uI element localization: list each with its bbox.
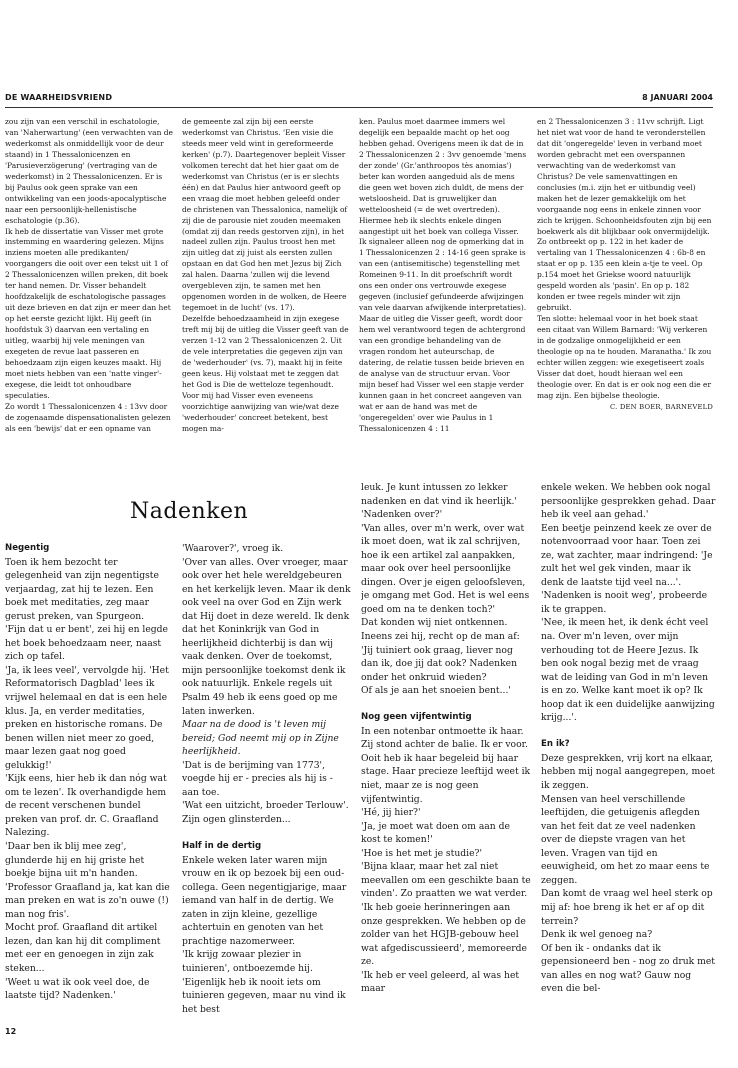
article-paragraph: In een notenbar ontmoette ik haar. Zij stond achter de balie. Ik er voor. — [361, 725, 528, 751]
section-spacer — [361, 698, 532, 712]
article-paragraph: 'Daar ben ik blij mee zeg', glunderde hij en hij griste het boekje bijna uit m'n handen. — [5, 841, 145, 880]
section-spacer — [182, 826, 352, 840]
review-paragraph: Ten slotte: helemaal voor in het boek staat een citaat van Willem Barnard: 'Wij verkeren in de godzalige onmogelijkheid er een theologie op na te houden. Maranatha.' Ik zou echter willen zeggen: wie exegetiseert zoals Visser dat doet, houdt hieraan wel een theologie over. En dat is er ook nog een die er mag zijn. Een bijbelse theologie. — [537, 314, 712, 400]
review-paragraph: en 2 Thessalonicenzen 3 : 11vv schrijft. Ligt het niet wat voor de hand te veronderstellen dat dit 'ongeregelde' leven in verband moet worden gebracht met een overspannen verwachting van de wederkomst van Christus? De vele samenvattingen en conclusies (m.i. zijn het er uitbundig veel) maken het de lezer gemakkelijk om het voorgaande nog eens in enkele zinnen voor zich te krijgen. Schoonheidsfouten zijn bij een boekwerk als dit blijkbaar ook onvermijdelijk. Zo ontbreekt op p. 122 in het kader de vertaling van 1 Thessalonicenzen 4 : 6b-8 en staat er op p. 135 een klein a-tje te veel. Op p.154 moet het Griekse woord natuurlijk gespeld worden als 'pasin'. En op p. 182 konden er twee regels minder wit zijn gebruikt. — [537, 117, 712, 313]
article-paragraph: 'Ja, je moet wat doen om aan de kost te komen!' — [361, 820, 510, 846]
article-paragraph: leuk. Je kunt intussen zo lekker nadenken en dat vind ik heerlijk.' — [361, 482, 517, 507]
article-headline: Nadenken — [130, 499, 249, 524]
article-paragraph: 'Van alles, over m'n werk, over wat ik moet doen, wat ik zal schrijven, hoe ik een artikel zal aanpakken, maar ook over heel persoonlijke dingen. Over je eigen geloofsleven, je omgang met God. Het is wel eens goed om na te denken toch?' — [361, 522, 530, 615]
header-divider — [5, 107, 713, 108]
section-heading: Half in de dertig — [182, 841, 262, 852]
page-number: 12 — [5, 1027, 17, 1036]
article-column-2 — [182, 542, 352, 1022]
section-spacer — [541, 725, 716, 739]
publication-name: DE WAARHEIDSVRIEND — [5, 93, 113, 102]
review-paragraph: de gemeente zal zijn bij een eerste wederkomst van Christus. 'Een visie die steeds meer veld wint in gereformeerde kerken' (p.7). Daartegenover bepleit Visser volkomen terecht dat het hier gaat om de wederkomst van Christus (er is er slechts één) en dat Paulus hier antwoord geeft op een vraag die moet hebben geleefd onder de christenen van Thessalonica, namelijk of zij die de parousie niet zouden meemaken (omdat zij dan reeds gestorven zijn), in het nadeel zullen zijn. Paulus troost hen met zijn uitleg dat zij juist als eersten zullen opstaan en dat God hen met Jezus bij Zich zal halen. Daarna 'zullen wij die levend overgebleven zijn, te samen met hen opgenomen worden in de wolken, de Heere tegemoet in de lucht' (vs. 17). — [182, 117, 348, 313]
article-paragraph: 'Dat is de berijming van 1773', voegde hij er - precies als hij is - aan toe. — [182, 759, 333, 798]
review-paragraph: ken. Paulus moet daarmee immers wel degelijk een bepaalde macht op het oog hebben gehad. Overigens meen ik dat de in 2 Thessalonicenzen 2 : 3vv genoemde 'mens der zonde' (Gr.'anthroopos tès anomias') beter kan worden aangeduid als de mens die geen wet boven zich duldt, de mens der wetsloosheid. Dat is gruwelijker dan wetteloosheid (= de wet overtreden). Hiermee heb ik slechts enkele dingen aangestipt uit het boek van collega Visser. Ik signaleer alleen nog de opmerking dat in 1 Thessalonicenzen 2 : 14-16 geen sprake is van een (antisemitische) tegenstelling met Romeinen 9-11. In dit proefschrift wordt ons een onder ons vertrouwde exegese gegeven (inclusief gefundeerde afwijzingen van vele daarvan afwijkende interpretaties). Maar de uitleg die Visser geeft, wordt door hem wel verantwoord tegen de achtergrond van een grondige behandeling van de vragen rondom het auteurschap, de datering, de relatie tussen beide brieven en de analyse van de structuur ervan. Voor mijn besef had Visser wel een stapje verder kunnen gaan in het concreet aangeven van wat er aan de hand was met de 'ongeregelden' over wie Paulus in 1 Thessalonicenzen 4 : 11 — [359, 117, 527, 433]
article-paragraph: Toen ik hem bezocht ter gelegenheid van zijn negentigste verjaardag, zat hij te lezen. Een boek met meditaties, zeg maar gerust preken, van Spurgeon. — [5, 556, 159, 622]
article-paragraph: 'Nadenken over?' — [361, 509, 443, 521]
review-column-1 — [5, 117, 173, 479]
psalm-quote: Maar na de dood is 't leven mij bereid; God neemt mij op in Zijne heerlijkheid. — [182, 719, 339, 758]
article-paragraph: Dat konden wij niet ontkennen. — [361, 617, 508, 629]
article-paragraph: 'Wat een uitzicht, broeder Terlouw'. Zijn ogen glinsterden... — [182, 800, 349, 825]
article-paragraph: 'Waarover?', vroeg ik. — [182, 543, 284, 554]
article-column-1 — [5, 542, 173, 1037]
review-paragraph: Zo wordt 1 Thessalonicenzen 4 : 13vv door de zogenaamde dispensationalisten gelezen als een 'bewijs' dat er een opname van — [5, 401, 171, 433]
review-column-4 — [537, 117, 713, 479]
issue-date: 8 JANUARI 2004 — [642, 93, 713, 102]
article-paragraph: Mocht prof. Graafland dit artikel lezen, dan kan hij dit compliment met eer en genoegen in zijn zak steken... — [5, 922, 161, 974]
article-paragraph: 'Bijna klaar, maar het zal niet meevallen om een geschikte baan te vinden'. Zo praatten we wat verder. — [361, 861, 531, 900]
review-paragraph: Ik heb de dissertatie van Visser met grote instemming en waardering gelezen. Mijns inziens moeten alle predikanten/ voorgangers die ooit over een tekst uit 1 of 2 Thessalonicenzen willen preken, dit boek ter hand nemen. Dr. Visser behandelt hoofdzakelijk de eschatologische passages uit deze brieven en dat zijn er meer dan het op het eerste gezicht lijkt. Hij geeft (in hoofdstuk 3) daarvan een vertaling en uitleg, waarbij hij vele meningen van exegeten de revue laat passeren en behoedzaam zijn eigen keuzes maakt. Hij moet niets hebben van een 'natte vinger'-exegese, die leidt tot onhoudbare speculaties. — [5, 226, 171, 400]
article-paragraph: 'Ik heb er veel geleerd, al was het maar — [361, 969, 520, 995]
article-paragraph: 'Weet u wat ik ook veel doe, de laatste tijd? Nadenken.' — [5, 976, 150, 1002]
article-paragraph: 'Ik krijg zowaar plezier in tuinieren', ontboezemde hij. — [182, 949, 313, 974]
article-paragraph: 'Fijn dat u er bent', zei hij en legde het boek behoedzaam neer, naast zich op tafel. — [5, 624, 168, 663]
article-paragraph: Denk ik wel genoeg na? — [541, 929, 653, 941]
article-paragraph: Een beetje peinzend keek ze over de notenvoorraad voor haar. Toen zei ze, wat zachter, maar indringend: 'Je zult het wel gek vinden, maar ik denk de laatste tijd veel na...'. — [541, 522, 713, 588]
review-paragraph: Dezelfde behoedzaamheid in zijn exegese treft mij bij de uitleg die Visser geeft van de verzen 1-12 van 2 Thessalonicenzen 2. Uit de vele interpretaties die gegeven zijn van de 'wederhouder' (vs. 7), maakt hij in feite geen keus. Hij volstaat met te zeggen dat het God is Die de wetteloze tegenhoudt. Voor mij had Visser even eveneens voorzichtige aanwijzing van wie/wat deze 'wederhouder' concreet betekent, best mogen ma- — [182, 314, 349, 433]
article-paragraph: Of ben ik - ondanks dat ik gepensioneerd ben - nog zo druk met van alles en nog wat? Gauw nog even die bel- — [541, 942, 715, 995]
article-paragraph: 'Nadenken is nooit weg', probeerde ik te grappen. — [541, 590, 708, 615]
article-paragraph: enkele weken. We hebben ook nogal persoonlijke gesprekken gehad. Daar heb ik veel aan gehad.' — [541, 482, 716, 521]
section-heading: Nog geen vijfentwintig — [361, 712, 472, 723]
page-header — [5, 93, 713, 107]
article-paragraph: Deze gesprekken, vrij kort na elkaar, hebben mij nogal aangegrepen, moet ik zeggen. — [541, 752, 715, 792]
article-paragraph: 'Over van alles. Over vroeger, maar ook over het hele wereldgebeuren en het kerkelijk leven. Maar ik denk ook veel na over God en Zijn werk dat Hij doet in deze wereld. Ik denk dat het Koninkrijk van God in heerlijkheid dichterbij is dan wij vaak denken. Over de toekomst, mijn persoonlijke toekomst denk ik ook natuurlijk. Enkele regels uit Psalm 49 heb ik eens goed op me laten inwerken. — [182, 556, 351, 717]
review-column-3 — [359, 117, 527, 479]
article-column-3 — [361, 481, 532, 1026]
article-paragraph: 'Kijk eens, hier heb ik dan nóg wat om te lezen'. Ik overhandigde hem de recent verschenen bundel preken van prof. dr. C. Graafland Nalezing. — [5, 773, 167, 839]
article-paragraph: Dan komt de vraag wel heel sterk op mij af: hoe breng ik het er af op dit terrein? — [541, 888, 713, 927]
article-paragraph: 'Professor Graafland ja, kat kan die man preken en wat is zo'n ouwe (!) man nog fris'. — [5, 881, 170, 920]
section-heading: Negentig — [5, 543, 50, 553]
review-column-2 — [182, 117, 350, 479]
author-signature: C. DEN BOER, BARNEVELD — [609, 402, 713, 411]
article-column-4 — [541, 481, 716, 1026]
section-heading: En ik? — [541, 739, 570, 750]
article-paragraph: Mensen van heel verschillende leeftijden, die getuigenis aflegden van het feit dat ze veel nadenken over de diepste vragen van het leven. Vragen van tijd en eeuwigheid, om het zo maar eens te zeggen. — [541, 793, 710, 886]
article-paragraph: 'Hoe is het met je studie?' — [361, 847, 482, 859]
article-paragraph: 'Eigenlijk heb ik nooit iets om tuinieren gegeven, maar nu vind ik het best — [182, 976, 346, 1015]
article-paragraph: Ooit heb ik haar begeleid bij haar stage. Haar precieze leeftijd weet ik niet, maar ze is nog geen vijfentwintig. — [361, 752, 531, 805]
article-paragraph: Of als je aan het snoeien bent...' — [361, 685, 511, 697]
article-paragraph: 'Nee, ik meen het, ik denk écht veel na. Over m'n leven, over mijn verhouding tot de Heere Jezus. Ik ben ook nogal bezig met de vraag wat de leiding van God in m'n leven is en zo. Welke kant moet ik op? Ik hoop dat ik een duidelijke aanwijzing krijg...'. — [541, 617, 715, 724]
article-paragraph: Ineens zei hij, recht op de man af: 'Jij tuiniert ook graag, liever nog dan ik, doe jij dat ook? Nadenken onder het onkruid wieden? — [361, 631, 520, 683]
article-paragraph: 'Hé, jij hier?' — [361, 807, 421, 819]
article-paragraph: 'Ja, ik lees veel', vervolgde hij. 'Het Reformatorisch Dagblad' lees ik vrijwel helemaal en dat is een hele klus. Ja, en verder meditaties, preken en historische romans. De benen willen niet meer zo goed, maar lezen gaat nog goed gelukkig!' — [5, 664, 169, 771]
article-paragraph: 'Ik heb goeie herinneringen aan onze gesprekken. We hebben op de zolder van het HGJB-gebouw heel wat afgediscussieerd', memoreerde ze. — [361, 901, 527, 968]
article-paragraph: Enkele weken later waren mijn vrouw en ik op bezoek bij een oud-collega. Geen negentigjarige, maar iemand van half in de dertig. We zaten in zijn kleine, gezellige achtertuin en genoten van het prachtige nazomerweer. — [182, 854, 347, 947]
review-paragraph: zou zijn van een verschil in eschatologie, van 'Naherwartung' (een verwachten van de wederkomst als onmiddellijk voor de deur staand) in 1 Thessalonicenzen en 'Parusieverzögerung' (vertraging van de wederkomst) in 2 Thessalonicenzen. Er is bij Paulus ook geen sprake van een ontwikkeling van een joods-apocalyptische naar een persoonlijk-hellenistische eschatologie (p.36). — [5, 117, 173, 225]
